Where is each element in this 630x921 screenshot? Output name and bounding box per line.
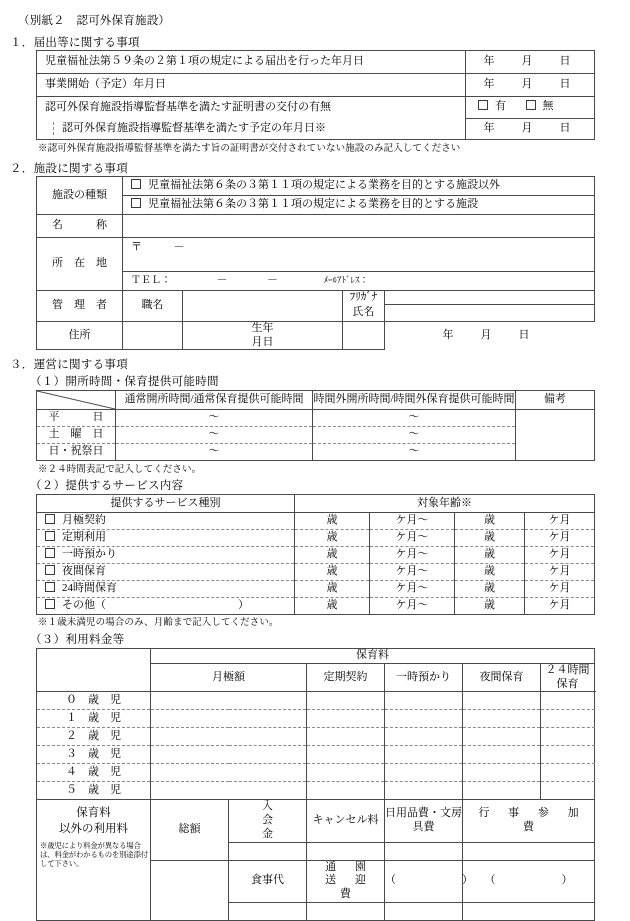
- event-fee-label: 行 事 参 加 費: [478, 807, 598, 833]
- age-to-years[interactable]: 歳: [455, 547, 525, 564]
- fee-cell[interactable]: [385, 710, 463, 728]
- table-row: [37, 97, 595, 119]
- year-label: 年: [483, 121, 495, 134]
- meal-fee-value[interactable]: [229, 902, 307, 920]
- section3-sub1-title: （１）開所時間・保育提供可能時間: [30, 376, 219, 388]
- tel-label: ＴＥＬ：: [131, 275, 171, 287]
- cancellation-fee-header: キャンセル料: [307, 800, 385, 842]
- service-row-other[interactable]: [37, 598, 295, 615]
- transport-fee-label: 通 園 送 迎 費: [325, 860, 385, 900]
- checkbox-service-monthly-contract[interactable]: [45, 514, 55, 524]
- section3-title: ３．運営に関する事項: [10, 359, 128, 371]
- manager-furigana-label: ﾌﾘｶﾞﾅ: [343, 291, 385, 305]
- table-row: [37, 118, 595, 140]
- service-row-monthly-contract[interactable]: [37, 513, 295, 530]
- transport-fee-header: [307, 860, 385, 902]
- age-to-years[interactable]: 歳: [455, 513, 525, 530]
- certificate-issued-label: 認可外保育施設指導監督基準を満たす証明書の交付の有無: [37, 97, 466, 119]
- fee-cell[interactable]: [541, 710, 595, 728]
- fee-cell[interactable]: [541, 692, 595, 710]
- manager-name-input[interactable]: [385, 305, 595, 322]
- admission-fee-label: 入 会 金: [261, 800, 325, 840]
- service-row-24h-care[interactable]: [37, 581, 295, 598]
- normal-hours-header: 通常開所時間/通常保育提供可能時間: [116, 391, 313, 410]
- section2-table: [36, 176, 595, 350]
- section3-sub2-note: ※１歳未満児の場合のみ、月齢まで記入してください。: [38, 618, 279, 628]
- section1-table: [36, 50, 595, 140]
- age-to-years[interactable]: 歳: [455, 598, 525, 615]
- fee-cell[interactable]: [385, 692, 463, 710]
- total-amount-value[interactable]: [151, 860, 229, 920]
- manager-furigana-input[interactable]: [385, 291, 595, 305]
- other-fee-2-header[interactable]: （ ）: [463, 860, 595, 902]
- fee-column-night: 夜間保育: [463, 663, 541, 692]
- section1-title: １．届出等に関する事項: [10, 37, 140, 49]
- admission-fee-header: [229, 800, 325, 842]
- table-row: [37, 782, 595, 800]
- facility-type-label: 施設の種類: [37, 177, 123, 215]
- other-fee-2-value[interactable]: [463, 902, 595, 920]
- checkbox-service-other[interactable]: [45, 599, 55, 609]
- saturday-normal-hours[interactable]: ～: [116, 427, 313, 444]
- corner-diagonal-cell: [37, 391, 116, 410]
- other-fee-1-header[interactable]: （ ）: [385, 860, 463, 902]
- remarks-cell[interactable]: [516, 410, 595, 461]
- section3-sub3-title: （３）利用料金等: [30, 634, 125, 646]
- age-from-years[interactable]: 歳: [295, 564, 370, 581]
- manager-birthdate-label: [183, 321, 343, 350]
- tel-dash-2: －: [267, 274, 278, 287]
- service-row-temporary-care[interactable]: [37, 547, 295, 564]
- saturday-overtime-hours[interactable]: ～: [313, 427, 516, 444]
- event-participation-fee-header: [463, 800, 598, 842]
- service-label: その他（ ）: [62, 599, 249, 612]
- checkbox-service-night-care[interactable]: [45, 565, 55, 575]
- age-from-months[interactable]: ケ月～: [370, 530, 455, 547]
- month-label: 月: [521, 55, 533, 68]
- other-fees-note: ※歳児により料金が異なる場合は、料金がわかるものを別途添付して下さい。: [40, 841, 148, 869]
- fee-cell[interactable]: [541, 728, 595, 746]
- document-header: （別紙２ 認可外保育施設）: [18, 15, 171, 27]
- checkbox-service-temporary-care[interactable]: [45, 548, 55, 558]
- remarks-header: 備考: [516, 391, 595, 410]
- fee-cell[interactable]: [463, 692, 541, 710]
- fee-cell[interactable]: [151, 764, 307, 782]
- table-row: [37, 581, 595, 598]
- fee-cell[interactable]: [307, 764, 385, 782]
- tel-email-field[interactable]: [123, 272, 595, 291]
- table-row: [37, 51, 595, 74]
- age-from-years[interactable]: 歳: [295, 547, 370, 564]
- fee-age-row-3-label: ３ 歳 児: [37, 746, 151, 764]
- checkbox-service-regular-use[interactable]: [45, 531, 55, 541]
- other-fees-label-cell: [37, 800, 151, 921]
- birth-label-line2: 月日: [251, 335, 274, 348]
- table-row: [37, 177, 595, 196]
- fee-age-row-0-label: ０ 歳 児: [37, 692, 151, 710]
- service-label: 一時預かり: [62, 548, 117, 561]
- day-label: 日: [518, 328, 530, 341]
- fee-cell[interactable]: [385, 746, 463, 764]
- service-label: 24時間保育: [62, 582, 117, 595]
- table-row: [37, 427, 595, 444]
- age-from-years[interactable]: 歳: [295, 598, 370, 615]
- tel-dash-1: －: [216, 274, 228, 287]
- age-to-months[interactable]: ケ月: [525, 581, 595, 598]
- section3-sub2-title: （２）提供するサービス内容: [30, 480, 184, 492]
- fees-table: [36, 648, 598, 921]
- other-fees-label-line1: 保育料: [76, 807, 111, 820]
- table-row: [37, 710, 595, 728]
- table-row: [37, 513, 595, 530]
- fee-cell[interactable]: [151, 782, 307, 800]
- fee-age-row-2-label: ２ 歳 児: [37, 728, 151, 746]
- fee-age-row-4-label: ４ 歳 児: [37, 764, 151, 782]
- fee-age-row-5-label: ５ 歳 児: [37, 782, 151, 800]
- option-yes-label: 有: [495, 100, 506, 113]
- age-to-months[interactable]: ケ月: [525, 564, 595, 581]
- table-row: [37, 215, 595, 238]
- day-label: 日: [559, 78, 571, 91]
- notification-date-label: 児童福祉法第５９条の２第１項の規定による届出を行った年月日: [37, 51, 466, 74]
- manager-label: 管 理 者: [37, 291, 123, 322]
- fee-cell[interactable]: [541, 746, 595, 764]
- saturday-row-label: 土 曜 日: [37, 427, 116, 444]
- facility-name-input[interactable]: [123, 215, 595, 238]
- age-from-months[interactable]: ケ月～: [370, 547, 455, 564]
- manager-birthdate-value[interactable]: [343, 321, 530, 350]
- manager-name-label: 氏名: [343, 305, 385, 322]
- table-row: [37, 444, 595, 461]
- age-from-months[interactable]: ケ月～: [370, 598, 455, 615]
- table-row: [37, 410, 595, 427]
- table-row: [37, 495, 595, 513]
- cancellation-fee-value[interactable]: [307, 842, 385, 860]
- fee-cell[interactable]: [307, 692, 385, 710]
- table-row: [37, 530, 595, 547]
- table-row: [37, 598, 595, 615]
- age-from-years[interactable]: 歳: [295, 530, 370, 547]
- section1-note: ※認可外保育施設指導監督基準を満たす旨の証明書が交付されていない施設のみ記入してください: [38, 144, 461, 154]
- fees-corner-cell: [37, 649, 151, 692]
- table-row: [37, 547, 595, 564]
- month-label: 月: [480, 328, 492, 341]
- checkbox-service-24h-care[interactable]: [45, 582, 55, 592]
- fee-cell[interactable]: [463, 782, 541, 800]
- age-to-months[interactable]: ケ月: [525, 598, 595, 615]
- facility-name-label: 名 称: [37, 215, 123, 238]
- table-row: [37, 238, 595, 272]
- sunday-holiday-row-label: 日・祝祭日: [37, 444, 116, 461]
- weekday-overtime-hours[interactable]: ～: [313, 410, 516, 427]
- fee-cell[interactable]: [151, 692, 307, 710]
- start-date-label: 事業開始（予定）年月日: [37, 74, 466, 97]
- facility-type-option-2-label: 児童福祉法第６条の３第１１項の規定による業務を目的とする施設: [148, 198, 478, 211]
- target-age-header: 対象年齢※: [295, 495, 595, 513]
- table-row: [37, 800, 595, 842]
- service-label: 定期利用: [62, 531, 106, 544]
- other-fee-1-value[interactable]: [385, 902, 463, 920]
- year-label: 年: [483, 78, 495, 91]
- table-row: [37, 74, 595, 97]
- table-row: [37, 692, 595, 710]
- daily-goods-fee-value[interactable]: [385, 842, 463, 860]
- table-row: [37, 291, 595, 305]
- certificate-issued-options: [466, 97, 595, 119]
- admission-fee-value[interactable]: [229, 842, 307, 860]
- opening-hours-table: [36, 390, 595, 461]
- fee-cell[interactable]: [463, 710, 541, 728]
- table-row: [37, 746, 595, 764]
- total-amount-label: 総額: [151, 800, 229, 860]
- daily-goods-fee-header: 日用品費・文房具費: [385, 800, 463, 842]
- meal-fee-header: 食事代: [229, 860, 307, 902]
- postal-code-field[interactable]: [123, 238, 595, 272]
- fee-cell[interactable]: [307, 728, 385, 746]
- planned-compliance-date-value[interactable]: [466, 118, 595, 140]
- fee-cell[interactable]: [385, 764, 463, 782]
- postal-code-dash: －: [173, 241, 185, 253]
- fee-age-row-1-label: １ 歳 児: [37, 710, 151, 728]
- fee-cell[interactable]: [151, 746, 307, 764]
- manager-address-input[interactable]: [123, 321, 183, 350]
- age-to-months[interactable]: ケ月: [525, 547, 595, 564]
- age-from-months[interactable]: ケ月～: [370, 513, 455, 530]
- notification-date-value[interactable]: [466, 51, 595, 74]
- manager-position-label: 職名: [123, 291, 183, 322]
- fee-cell[interactable]: [151, 710, 307, 728]
- option-no-label: 無: [542, 100, 554, 113]
- fee-cell[interactable]: [307, 782, 385, 800]
- age-to-years[interactable]: 歳: [455, 530, 525, 547]
- childcare-fee-group-header: 保育料: [151, 649, 595, 664]
- age-from-years[interactable]: 歳: [295, 513, 370, 530]
- age-to-months[interactable]: ケ月: [525, 530, 595, 547]
- table-row: [37, 564, 595, 581]
- birth-label-line1: 生年: [251, 321, 274, 334]
- fee-column-monthly: 月極額: [151, 663, 307, 692]
- month-label: 月: [521, 121, 533, 134]
- fee-cell[interactable]: [541, 782, 595, 800]
- manager-position-input[interactable]: [183, 291, 343, 322]
- year-label: 年: [442, 328, 454, 341]
- table-row: [37, 764, 595, 782]
- services-table: [36, 494, 595, 615]
- day-label: 日: [559, 55, 571, 68]
- weekday-row-label: 平 日: [37, 410, 116, 427]
- checkbox-has-certificate[interactable]: [478, 100, 488, 110]
- fee-column-regular: 定期契約: [307, 663, 385, 692]
- checkbox-no-certificate[interactable]: [526, 100, 536, 110]
- facility-address-label: 所 在 地: [37, 238, 123, 291]
- section2-title: ２．施設に関する事項: [10, 163, 128, 175]
- service-label: 月極契約: [62, 514, 106, 527]
- fee-cell[interactable]: [385, 728, 463, 746]
- age-from-months[interactable]: ケ月～: [370, 581, 455, 598]
- age-to-years[interactable]: 歳: [455, 564, 525, 581]
- weekday-normal-hours[interactable]: ～: [116, 410, 313, 427]
- service-label: 夜間保育: [62, 565, 106, 578]
- fee-cell[interactable]: [307, 710, 385, 728]
- manager-address-label: 住所: [37, 321, 123, 350]
- facility-type-option-1-label: 児童福祉法第６条の３第１１項の規定による業務を目的とする施設以外: [148, 179, 500, 192]
- fee-cell[interactable]: [463, 764, 541, 782]
- sunday-normal-hours[interactable]: ～: [116, 444, 313, 461]
- day-label: 日: [559, 121, 571, 134]
- fee-cell[interactable]: [541, 764, 595, 782]
- other-fees-label-line2: 以外の利用料: [59, 822, 128, 835]
- section3-sub1-note: ※２４時間表記で記入してください。: [38, 465, 202, 475]
- fee-cell[interactable]: [463, 746, 541, 764]
- service-type-header: 提供するサービス種別: [37, 495, 295, 513]
- overtime-hours-header: 時間外開所時間/時間外保育提供可能時間: [313, 391, 516, 410]
- table-row: [37, 728, 595, 746]
- checkbox-facility-type-2[interactable]: [131, 198, 141, 208]
- start-date-value[interactable]: [466, 74, 595, 97]
- age-to-years[interactable]: 歳: [455, 581, 525, 598]
- age-from-months[interactable]: ケ月～: [370, 564, 455, 581]
- checkbox-facility-type-1[interactable]: [131, 179, 141, 189]
- facility-type-option-1[interactable]: [123, 177, 595, 196]
- planned-compliance-date-label: 認可外保育施設指導監督基準を満たす予定の年月日※: [37, 118, 466, 140]
- transport-fee-value[interactable]: [307, 902, 385, 920]
- fee-column-24h: ２４時間保育: [541, 663, 595, 692]
- sunday-overtime-hours[interactable]: ～: [313, 444, 516, 461]
- year-label: 年: [483, 55, 495, 68]
- fee-column-temporary: 一時預かり: [385, 663, 463, 692]
- fee-cell[interactable]: [463, 728, 541, 746]
- fee-cell[interactable]: [307, 746, 385, 764]
- age-from-years[interactable]: 歳: [295, 581, 370, 598]
- fee-cell[interactable]: [151, 728, 307, 746]
- service-row-regular-use[interactable]: [37, 530, 295, 547]
- email-label: ﾒｰﾙｱﾄﾞﾚｽ：: [323, 275, 369, 286]
- service-row-night-care[interactable]: [37, 564, 295, 581]
- postal-mark-icon: 〒: [131, 241, 142, 253]
- month-label: 月: [521, 78, 533, 91]
- table-row: [37, 391, 595, 410]
- table-row: [37, 649, 595, 664]
- facility-type-option-2[interactable]: [123, 196, 595, 215]
- event-participation-fee-value[interactable]: [463, 842, 595, 860]
- table-row: [37, 321, 595, 350]
- age-to-months[interactable]: ケ月: [525, 513, 595, 530]
- fee-cell[interactable]: [385, 782, 463, 800]
